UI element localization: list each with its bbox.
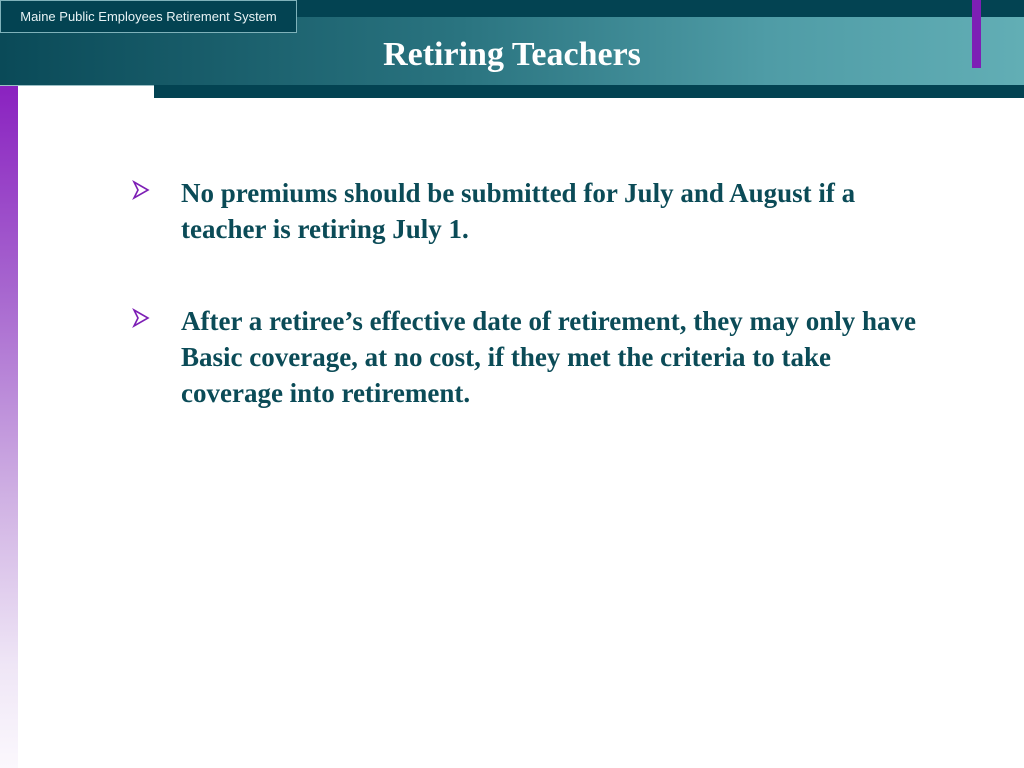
arrowhead-bullet-icon — [130, 307, 152, 329]
organization-name: Maine Public Employees Retirement System — [20, 9, 277, 24]
organization-label-box — [0, 0, 297, 33]
bullet-text: No premiums should be submitted for July and August if a teacher is retiring July 1. — [181, 178, 856, 244]
slide-title: Retiring Teachers — [383, 36, 641, 73]
bullet-item — [130, 303, 920, 411]
bullet-item — [130, 175, 920, 247]
bullet-list — [130, 175, 920, 467]
title-underline-bar — [154, 85, 1024, 98]
bullet-text: After a retiree’s effective date of retirement, they may only have Basic coverage, at no cost, if they met the criteria to take coverage into retirement. — [181, 306, 916, 408]
accent-bar — [972, 0, 981, 68]
left-gradient-bar — [0, 86, 18, 768]
arrowhead-bullet-icon — [130, 179, 152, 201]
band-divider — [0, 85, 154, 86]
